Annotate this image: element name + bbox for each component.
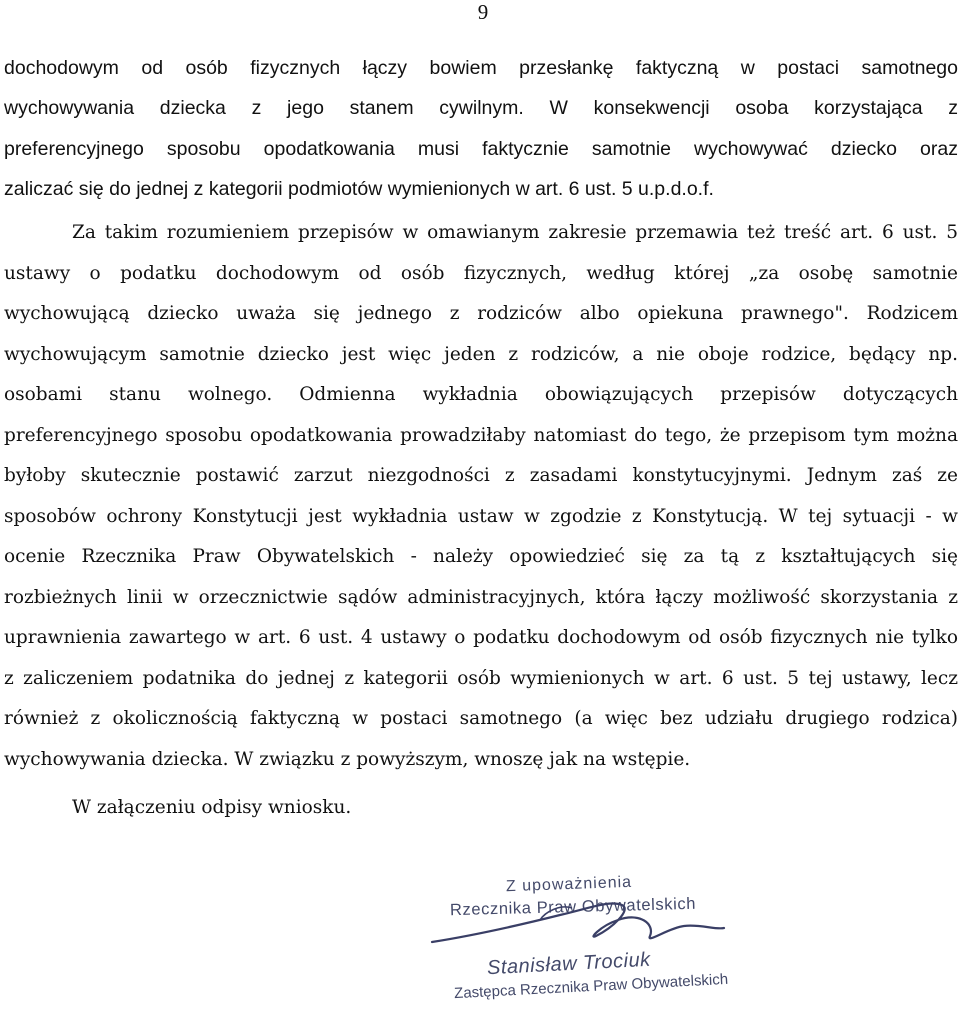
text-line: Za takim rozumieniem przepisów w omawianym zakresie przemawia też treść art. 6 ust. 5 [72,222,958,243]
stamp-line-1: Z upoważnienia [505,873,633,896]
text-line: uprawnienia zawartego w art. 6 ust. 4 ustawy o podatku dochodowym od osób fizycznych nie tylko [4,627,958,648]
stamp-line-2: Rzecznika Praw Obywatelskich [449,894,697,920]
text-line: wychowywania dziecka. W związku z powyższym, wnoszę jak na wstępie. [4,749,691,770]
text-line: rozbieżnych linii w orzecznictwie sądów administracyjnych, która łączy możliwość skorzystania z [4,587,958,608]
text-line: osobami stanu wolnego. Odmienna wykładnia obowiązujących przepisów dotyczących [4,384,958,405]
text-line: byłoby skutecznie postawić zarzut niezgodności z zasadami konstytucyjnymi. Jednym zaś ze [4,465,958,486]
stamp-title: Zastępca Rzecznika Praw Obywatelskich [453,970,729,1003]
text-line: sposobów ochrony Konstytucji jest wykładnia ustaw w zgodzie z Konstytucją. W tej sytuacji - w [4,506,958,527]
text-line: dochodowym od osób fizycznych łączy bowiem przesłankę faktyczną w postaci samotnego [4,57,958,79]
text-line: ocenie Rzecznika Praw Obywatelskich - należy opowiedzieć się za tą z kształtujących się [4,546,958,567]
text-line: z zaliczeniem podatnika do jednej z kategorii osób wymienionych w art. 6 ust. 5 tej ustawy, lecz [4,668,958,689]
paragraph-3: W załączeniu odpisy wniosku. [72,797,352,818]
text-line: wychowującym samotnie dziecko jest więc jeden z rodziców, a nie oboje rodzice, będący np. [4,344,958,365]
text-line: ustawy o podatku dochodowym od osób fizycznych, według której „za osobę samotnie [4,263,958,284]
text-line: preferencyjnego sposobu opodatkowania prowadziłaby natomiast do tego, że przepisom tym można [4,425,958,446]
text-line: wychowującą dziecko uważa się jednego z rodziców albo opiekuna prawnego". Rodzicem [4,303,958,324]
page-number: 9 [477,0,489,24]
text-line: preferencyjnego sposobu opodatkowania musi faktycznie samotnie wychowywać dziecko oraz [4,138,958,160]
text-line: również z okolicznością faktyczną w postaci samotnego (a więc bez udziału drugiego rodzica) [4,708,958,729]
stamp-name: Stanisław Trociuk [486,948,652,980]
text-line: wychowywania dziecka z jego stanem cywilnym. W konsekwencji osoba korzystająca z [4,97,958,119]
text-line: zaliczać się do jednej z kategorii podmiotów wymienionych w art. 6 ust. 5 u.p.d.o.f. [4,178,714,200]
